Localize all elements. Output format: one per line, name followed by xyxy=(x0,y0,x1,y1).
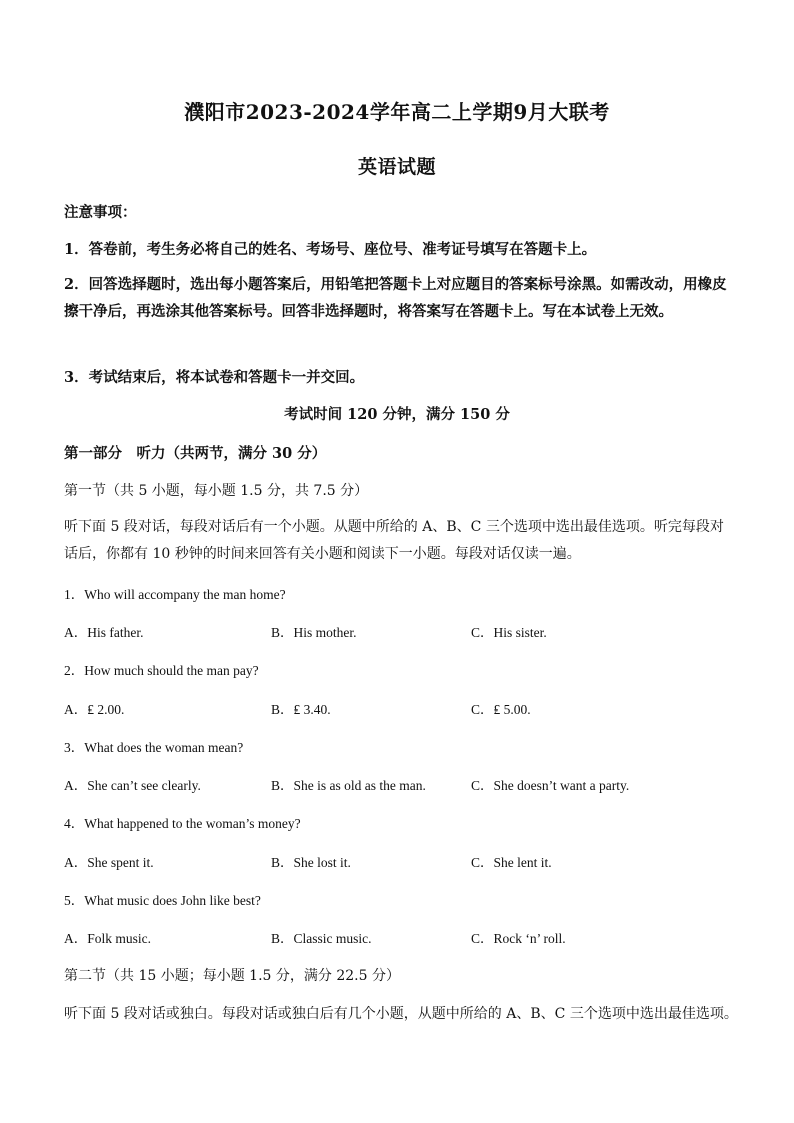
exam-subtitle: 英语试题 xyxy=(357,156,436,178)
section2-instructions: 听下面 5 段对话或独白。每段对话或独白后有几个小题，从题中所给的 A、B、C 三个选项中选出最佳选项。 xyxy=(64,1006,738,1022)
option-b: B．His mother. xyxy=(271,625,357,640)
section1-heading: 第一节（共 5 小题，每小题 1.5 分，共 7.5 分） xyxy=(64,483,369,499)
notes-heading: 注意事项： xyxy=(64,204,137,221)
note-item-1: 1．答卷前，考生务必将自己的姓名、考场号、座位号、准考证号填写在答题卡上。 xyxy=(64,241,597,258)
option-b: B．₤ 3.40. xyxy=(271,702,331,717)
option-b: B．She is as old as the man. xyxy=(271,778,426,793)
time-info: 考试时间 120 分钟，满分 150 分 xyxy=(284,406,510,423)
section2-heading: 第二节（共 15 小题；每小题 1.5 分，满分 22.5 分） xyxy=(64,968,400,984)
part1-heading: 第一部分 听力（共两节，满分 30 分） xyxy=(64,445,327,462)
question-stem: 2．How much should the man pay? xyxy=(64,663,259,678)
option-c: C．She lent it. xyxy=(471,855,552,870)
option-a: A．She spent it. xyxy=(64,855,154,870)
section1-instructions: 听下面 5 段对话，每段对话后有一个小题。从题中所给的 A、B、C 三个选项中选出最佳选项。听完每段对话后，你都有 10 秒钟的时间来回答有关小题和阅读下一小题。每段对话仅读一遍。 xyxy=(64,519,724,562)
option-a: A．₤ 2.00. xyxy=(64,702,125,717)
option-a: A．His father. xyxy=(64,625,144,640)
question-stem: 3．What does the woman mean? xyxy=(64,740,244,755)
note-item-3: 3．考试结束后，将本试卷和答题卡一并交回。 xyxy=(64,369,365,386)
note-item-2: 2．回答选择题时，选出每小题答案后，用铅笔把答题卡上对应题目的答案标号涂黑。如需改动，用橡皮擦干净后，再选涂其他答案标号。回答非选择题时，将答案写在答题卡上。写在本试卷上无效。 xyxy=(64,276,727,320)
option-c: C．Rock ‘n’ roll. xyxy=(471,931,566,946)
option-c: C．She doesn’t want a party. xyxy=(471,778,630,793)
option-b: B．Classic music. xyxy=(271,931,372,946)
question-stem: 4．What happened to the woman’s money? xyxy=(64,816,301,831)
exam-title: 濮阳市2023-2024学年高二上学期9月大联考 xyxy=(184,100,610,124)
option-a: A．Folk music. xyxy=(64,931,152,946)
option-a: A．She can’t see clearly. xyxy=(64,778,201,793)
option-b: B．She lost it. xyxy=(271,855,351,870)
option-c: C．₤ 5.00. xyxy=(471,702,531,717)
question-stem: 1．Who will accompany the man home? xyxy=(64,587,286,602)
question-stem: 5．What music does John like best? xyxy=(64,893,261,908)
option-c: C．His sister. xyxy=(471,625,547,640)
